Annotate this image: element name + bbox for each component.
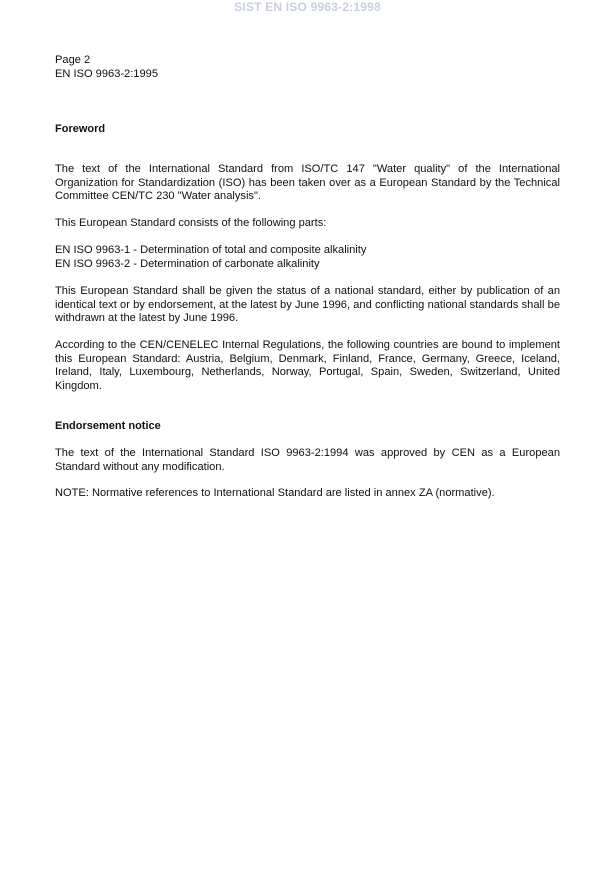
endorsement-heading: Endorsement notice bbox=[55, 420, 161, 432]
standard-id: EN ISO 9963-2:1995 bbox=[55, 67, 158, 80]
endorsement-paragraph: The text of the International Standard ISO 9963-2:1994 was approved by CEN as a European Standard without any modification. bbox=[55, 447, 560, 473]
page-header bbox=[55, 54, 560, 81]
foreword-paragraph-3: This European Standard shall be given the status of a national standard, either by publication of an identical text or by endorsement, at the latest by June 1996, and conflicting national standards shall be withdrawn at the latest by June 1996. bbox=[55, 285, 560, 325]
watermark: SIST EN ISO 9963-2:1998 bbox=[234, 0, 381, 14]
foreword-paragraph-1: The text of the International Standard from ISO/TC 147 "Water quality" of the International Organization for Standardization (ISO) has been taken over as a European Standard by the Technical Committee CEN/TC 230 "Water analysis". bbox=[55, 163, 560, 203]
page-number: Page 2 bbox=[55, 54, 91, 66]
list-item: EN ISO 9963-2 - Determination of carbonate alkalinity bbox=[55, 257, 320, 270]
endorsement-note: NOTE: Normative references to International Standard are listed in annex ZA (normative). bbox=[55, 487, 495, 499]
foreword-paragraph-2: This European Standard consists of the following parts: bbox=[55, 217, 327, 229]
foreword-heading: Foreword bbox=[55, 123, 106, 135]
document-page bbox=[55, 54, 560, 499]
foreword-paragraph-4: According to the CEN/CENELEC Internal Regulations, the following countries are bound to implement this European Standard: Austria, Belgium, Denmark, Finland, France, Germany, Greece, Iceland, Ireland, Italy, Luxembourg, Netherlands, Norway, Portugal, Spain, Sweden, Switzerland, United Kingdom. bbox=[55, 339, 560, 392]
parts-list bbox=[55, 244, 560, 271]
list-item: EN ISO 9963-1 - Determination of total and composite alkalinity bbox=[55, 244, 367, 256]
